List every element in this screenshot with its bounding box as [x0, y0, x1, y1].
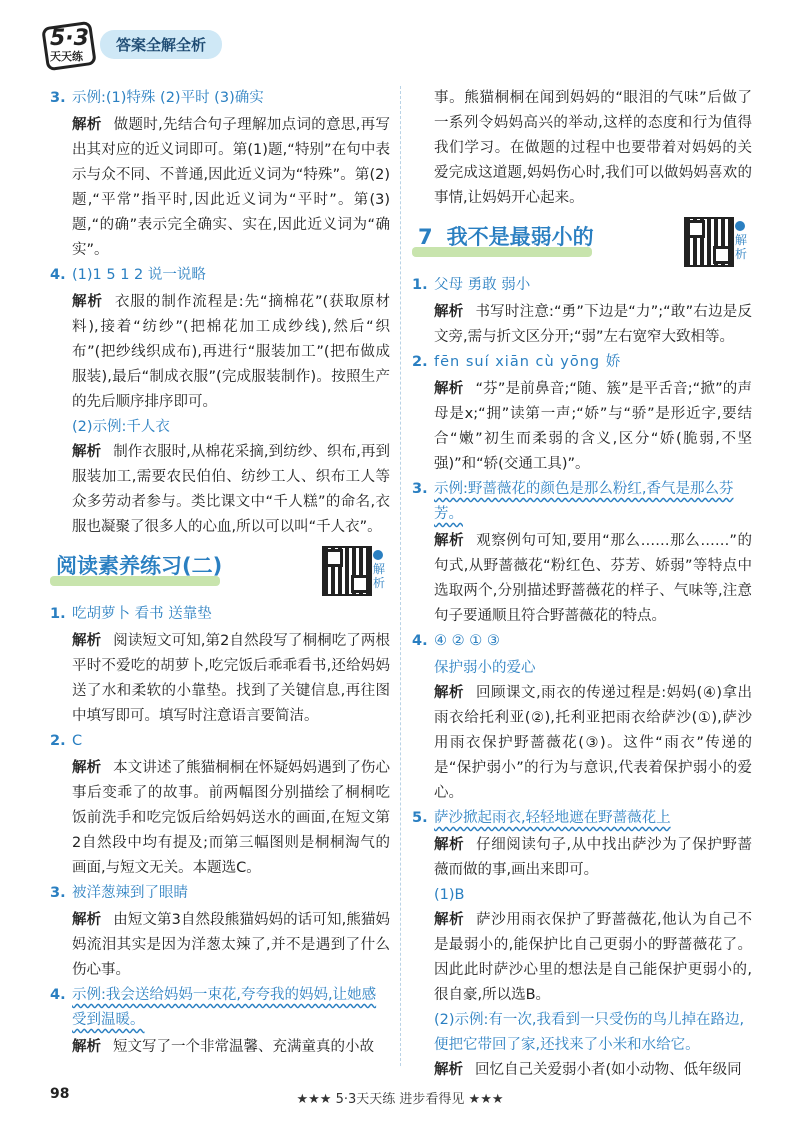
answer: C [72, 733, 83, 749]
explanation-label: 解析 [434, 1062, 463, 1078]
explanation-label: 解析 [72, 294, 103, 310]
answer: 示例:(1)特殊 (2)平时 (3)确实 [72, 90, 264, 106]
explanation-label: 解析 [72, 117, 102, 133]
section-number: 7 [418, 225, 433, 249]
answer: ④ ② ① ③ [434, 633, 500, 649]
explanation-label: 解析 [434, 381, 464, 397]
play-arrow-icon [735, 221, 745, 231]
sub-answer: (1)B [434, 887, 465, 903]
page-header [40, 20, 300, 64]
explanation-label: 解析 [72, 1039, 101, 1055]
answer: 吃胡萝卜 看书 送靠垫 [72, 606, 212, 622]
question-number: 4. [50, 267, 66, 283]
explanation-text: 衣服的制作流程是:先“摘棉花”(获取原材料),接着“纺纱”(把棉花加工成纱线),然后“织布”(把纱线织成布),再进行“服装加工”(把布做成服装),最后“制成衣服”(完成服装制作)。按照生产的先后顺序排序即可。 [72, 294, 390, 410]
explanation-text: 制作衣服时,从棉花采摘,到纺纱、织布,再到服装加工,需要农民伯伯、纺纱工人、织布工人等众多劳动者参与。类比课文中“千人糕”的命名,衣服也凝聚了很多人的心血,所以可以叫“千人衣”。 [72, 444, 391, 535]
section-lesson-7 [412, 221, 752, 265]
explanation-label: 解析 [434, 685, 465, 701]
explanation-text: 观察例句可知,要用“那么……那么……”的句式,从野蔷薇花“粉红色、芬芳、娇弱”等特点中选取两个,分别描述野蔷薇花的样子、气味等,注意句子要通顺且符合野蔷薇花的特点。 [434, 533, 753, 624]
question-number: 1. [50, 606, 66, 622]
sub-answer: (2)示例:有一次,我看到一只受伤的鸟儿掉在路边,便把它带回了家,还找来了小米和水给它。 [434, 1012, 745, 1053]
explanation-label: 解析 [434, 304, 464, 320]
explanation-text: 由短文第3自然段熊猫妈妈的话可知,熊猫妈妈流泪其实是因为洋葱太辣了,并不是遇到了什么伤心事。 [72, 912, 391, 978]
continued-text: 事。熊猫桐桐在闻到妈妈的“眼泪的气味”后做了一系列令妈妈高兴的举动,这样的态度和行为值得我们学习。在做题的过程中也要带着对妈妈的关爱完成这道题,妈妈伤心时,我们可以做妈妈喜欢的事情,让妈妈开心起来。 [434, 90, 752, 206]
explanation-text: 仔细阅读句子,从中找出萨沙为了保护野蔷薇而做的事,画出来即可。 [434, 837, 752, 878]
explanation [412, 300, 752, 350]
question-2 [412, 350, 752, 375]
question-number: 2. [412, 354, 428, 370]
question-number: 2. [50, 733, 66, 749]
question-1 [412, 273, 752, 298]
question-3 [50, 86, 390, 111]
explanation-label: 解析 [434, 912, 465, 928]
answer: (1)1 5 1 2 说一说略 [72, 267, 206, 283]
section-reading-practice [50, 550, 390, 594]
explanation [412, 681, 752, 806]
logo-text: 5·3 [50, 26, 89, 51]
answer: 父母 勇敢 弱小 [434, 277, 531, 293]
section-title: 我不是最弱小的 [446, 225, 594, 249]
explanation [50, 290, 390, 415]
section-title: 阅读素养练习(二) [56, 554, 223, 578]
explanation [50, 629, 390, 729]
sub-answer: 保护弱小的爱心 [434, 660, 536, 676]
answer: 示例:野蔷薇花的颜色是那么粉红,香气是那么芬芳。 [434, 481, 734, 522]
left-column [50, 86, 390, 1060]
qr-code-icon[interactable] [684, 217, 734, 267]
explanation-text: 回顾课文,雨衣的传递过程是:妈妈(④)拿出雨衣给托利亚(②),托利亚把雨衣给萨沙(①),萨沙用雨衣保护野蔷薇花(③)。这件“雨衣”传递的是“保护弱小”的行为与意识,代表着保护弱小的爱心。 [434, 685, 753, 801]
explanation [50, 756, 390, 881]
header-title: 答案全解全析 [100, 30, 222, 59]
explanation-text: 短文写了一个非常温馨、充满童真的小故 [113, 1039, 374, 1055]
question-4 [50, 263, 390, 288]
explanation-text: 阅读短文可知,第2自然段写了桐桐吃了两根平时不爱吃的胡萝卜,吃完饭后乖乖看书,还给妈妈送了水和柔软的小靠垫。找到了关键信息,再往图中填写即可。填写时注意语言要简洁。 [72, 633, 391, 724]
explanation [50, 908, 390, 983]
reading-question-4 [50, 983, 390, 1033]
explanation-label: 解析 [72, 760, 102, 776]
explanation [50, 1035, 390, 1060]
column-divider [400, 86, 401, 1066]
question-number: 3. [50, 885, 66, 901]
question-number: 4. [50, 987, 66, 1003]
question-4 [412, 629, 752, 654]
explanation-label: 解析 [434, 837, 465, 853]
question-3 [412, 477, 752, 527]
qr-label: 解析 [735, 233, 748, 261]
explanation-text: “芬”是前鼻音;“随、簇”是平舌音;“掀”的声母是x;“拥”读第一声;“娇”与“骄”是形近字,要结合“嫩”初生而柔弱的含义,区分“娇(脆弱,不坚强)”和“轿(交通工具)”。 [434, 381, 753, 472]
sub-answer: (2)示例:千人衣 [72, 419, 170, 435]
question-number: 3. [412, 481, 428, 497]
explanation [412, 833, 752, 883]
play-arrow-icon [373, 550, 383, 560]
explanation-text: 回忆自己关爱弱小者(如小动物、低年级同 [475, 1062, 742, 1078]
brand-logo [44, 24, 100, 64]
answer: 萨沙掀起雨衣,轻轻地遮在野蔷薇花上 [434, 810, 671, 826]
question-number: 3. [50, 90, 66, 106]
footer-slogan: ★★★ 5·3天天练 进步看得见 ★★★ [296, 1092, 504, 1107]
section-title-wrap [418, 225, 594, 250]
explanation-label: 解析 [72, 912, 102, 928]
reading-question-3 [50, 881, 390, 906]
explanation-label: 解析 [434, 533, 465, 549]
answer: 被洋葱辣到了眼睛 [72, 885, 188, 901]
question-number: 5. [412, 810, 428, 826]
page-number: 98 [50, 1086, 70, 1102]
answer: 示例:我会送给妈妈一束花,夸夸我的妈妈,让她感受到温暖。 [72, 987, 377, 1028]
explanation-text: 萨沙用雨衣保护了野蔷薇花,他认为自己不是最弱小的,能保护比自己更弱小的野蔷薇花了。因此此时萨沙心里的想法是自己能保护更弱小的,很自豪,所以选B。 [434, 912, 752, 1003]
reading-question-2 [50, 729, 390, 754]
explanation [412, 908, 752, 1008]
logo-subtext: 天天练 [50, 50, 83, 63]
qr-code-icon[interactable] [322, 546, 372, 596]
qr-label: 解析 [373, 562, 386, 590]
explanation [50, 113, 390, 263]
explanation [412, 1058, 752, 1083]
explanation [412, 377, 752, 477]
question-number: 4. [412, 633, 428, 649]
explanation-text: 本文讲述了熊猫桐桐在怀疑妈妈遇到了伤心事后变乖了的故事。前两幅图分别描绘了桐桐吃饭前洗手和吃完饭后给妈妈送水的画面,在短文第2自然段中均有提及;而第三幅图则是桐桐淘气的画面,与短文无关。本题选C。 [72, 760, 391, 876]
explanation-text: 做题时,先结合句子理解加点词的意思,再写出其对应的近义词即可。第(1)题,“特别”在句中表示与众不同、不普通,因此近义词为“特殊”。第(2)题,“平常”指平时,因此近义词为“平时”。第(3)题,“的确”表示完全确实、实在,因此近义词为“确实”。 [72, 117, 391, 258]
explanation [50, 440, 390, 540]
right-column [412, 86, 752, 1083]
reading-question-1 [50, 602, 390, 627]
explanation-text: 书写时注意:“勇”下边是“力”;“敢”右边是反文旁,需与折文区分开;“弱”左右宽窄大致相等。 [434, 304, 753, 345]
question-number: 1. [412, 277, 428, 293]
question-5 [412, 806, 752, 831]
explanation-label: 解析 [72, 444, 102, 460]
answer: fēn suí xiān cù yōng 娇 [434, 354, 622, 370]
explanation-label: 解析 [72, 633, 102, 649]
explanation [412, 529, 752, 629]
